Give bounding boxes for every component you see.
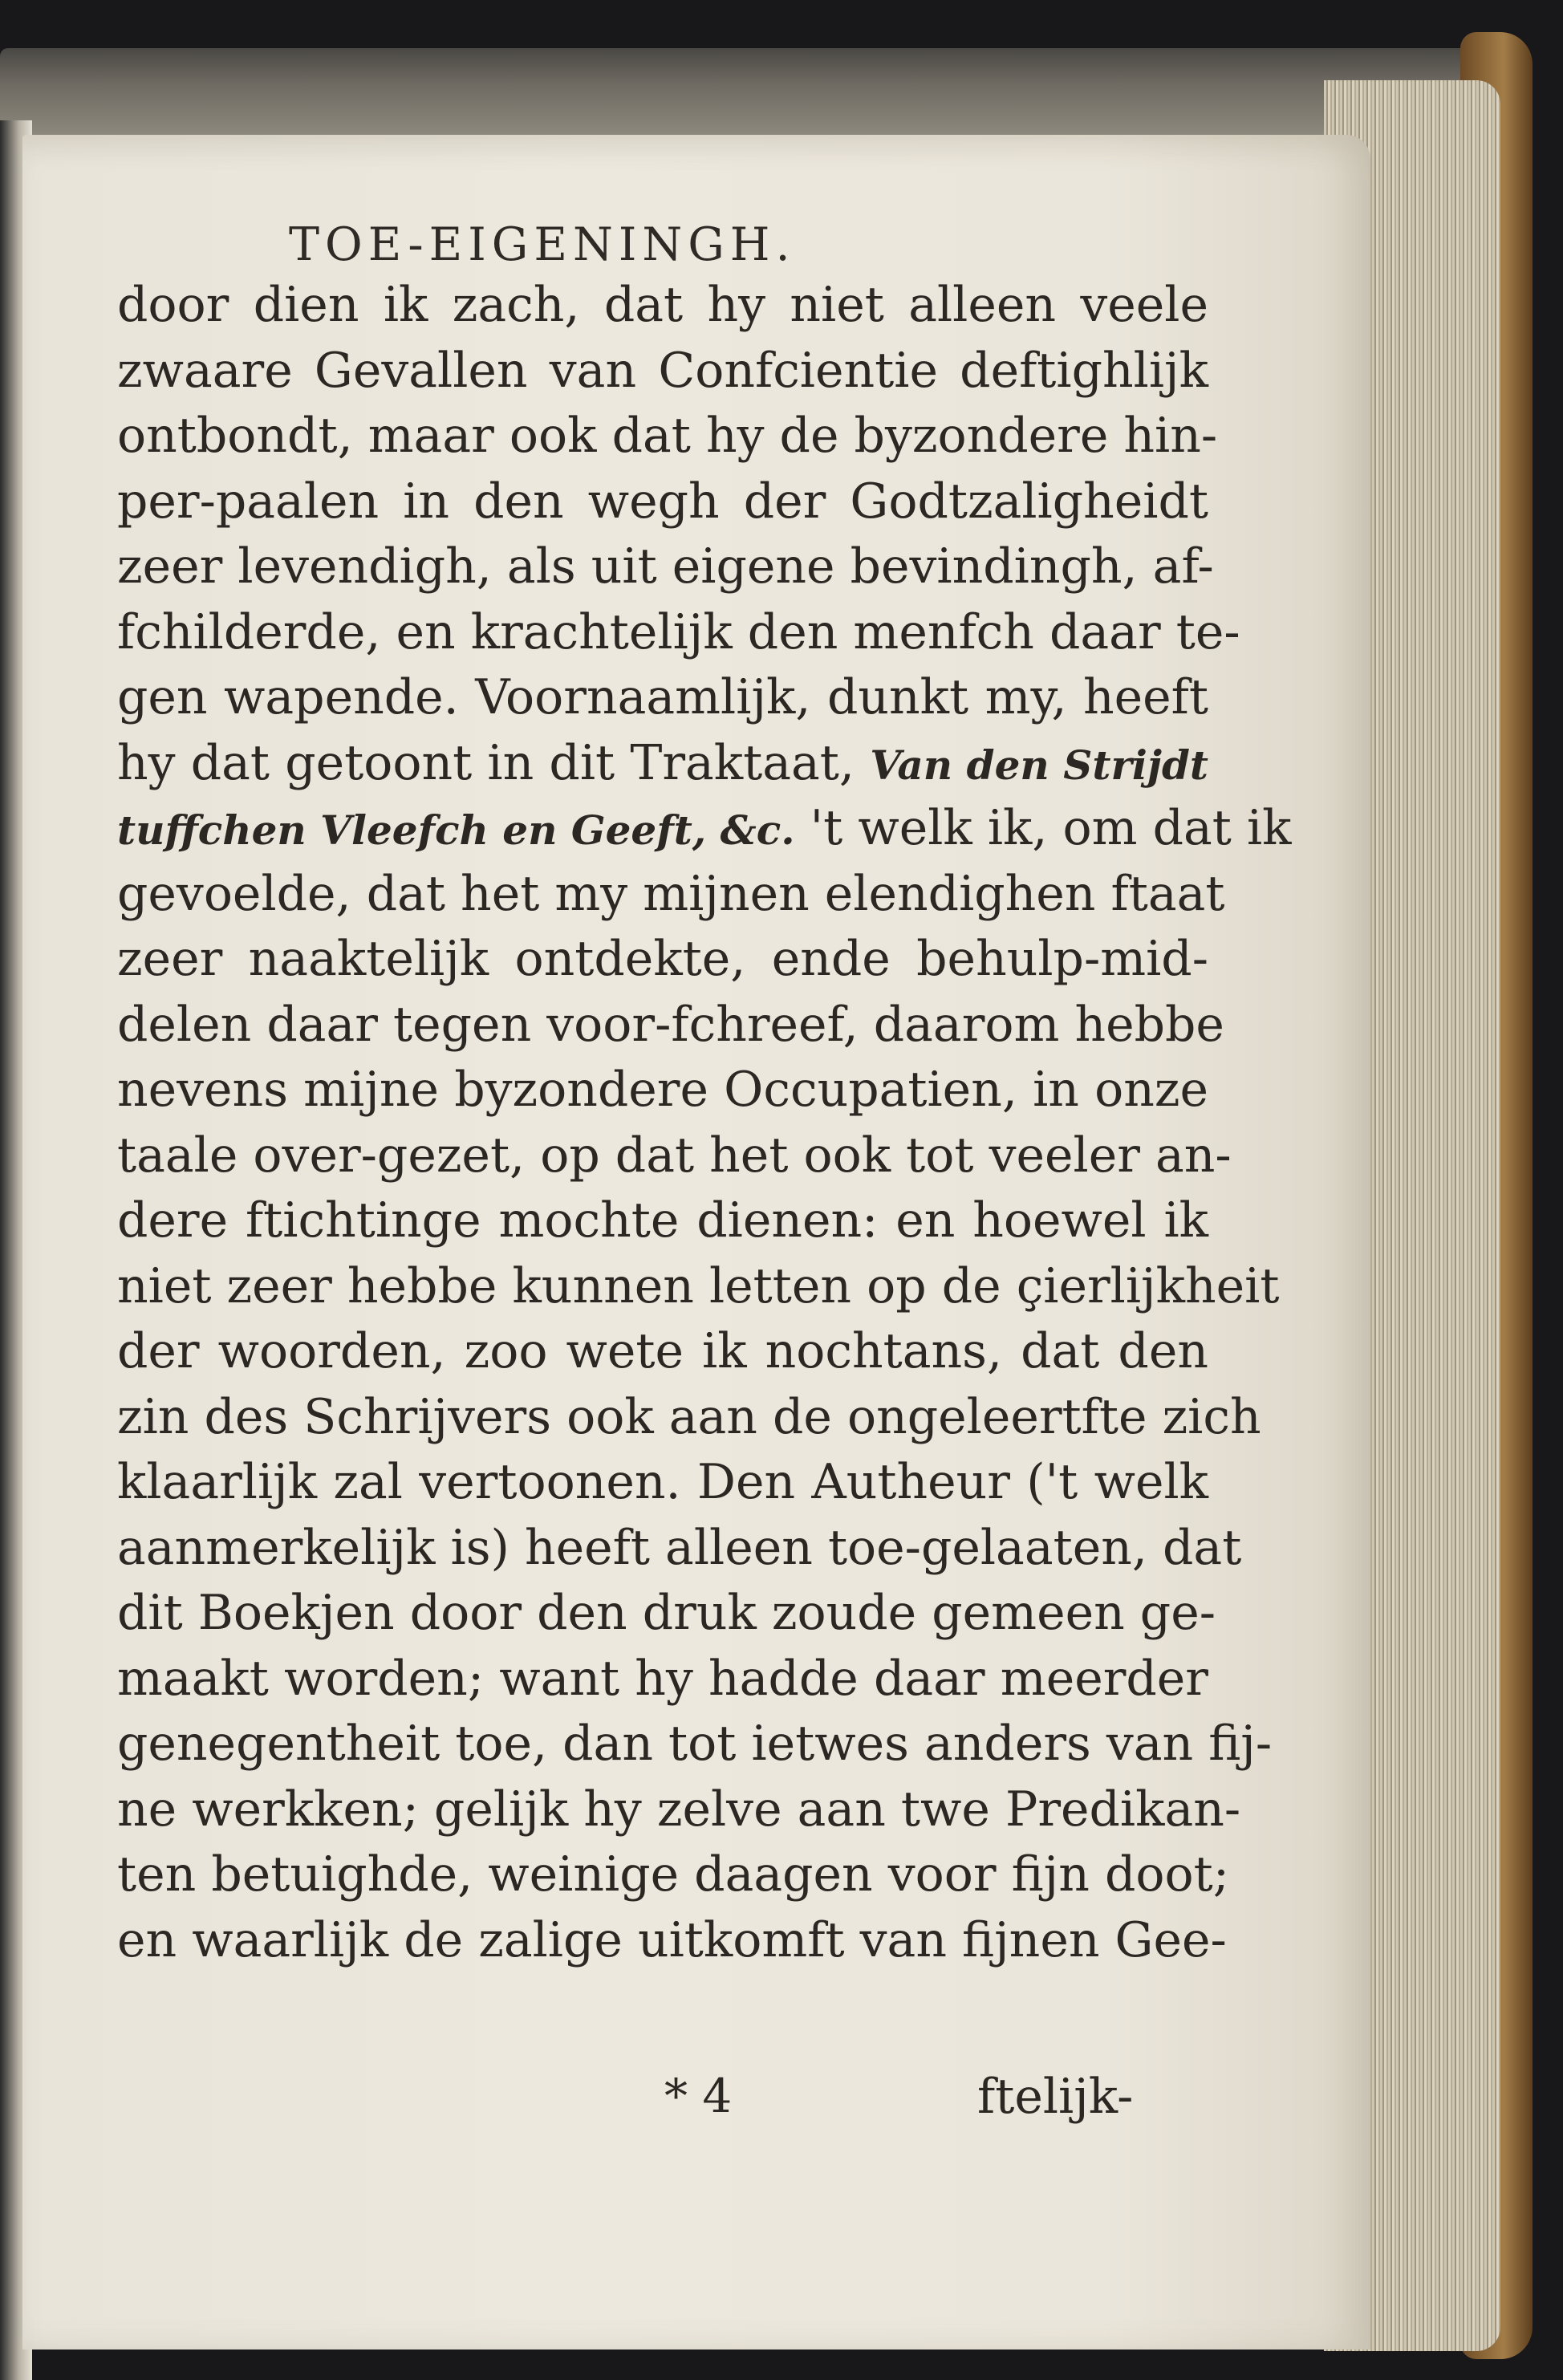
line-text: ne werkken; gelijk hy zelve aan twe Predikan- bbox=[117, 1781, 1241, 1838]
text-line bbox=[117, 731, 1208, 797]
italic-title: Van den Strijdt bbox=[870, 741, 1208, 789]
text-line bbox=[117, 1516, 1242, 1582]
text-line bbox=[117, 469, 1208, 535]
line-text: dit Boekjen door den druk zoude gemeen ge- bbox=[117, 1585, 1216, 1641]
text-line bbox=[117, 600, 1240, 666]
line-text: zeer naaktelijk ontdekte, ende behulp-mid- bbox=[117, 931, 1208, 987]
book-page bbox=[22, 135, 1370, 2350]
text-body bbox=[117, 273, 1292, 1973]
line-text: dere ftichtinge mochte dienen: en hoewel ik bbox=[117, 1192, 1208, 1249]
text-line bbox=[117, 1777, 1241, 1843]
text-line bbox=[117, 665, 1208, 731]
line-text: hy dat getoont in dit Traktaat, bbox=[117, 734, 871, 791]
line-text: taale over-gezet, op dat het ook tot veeler an- bbox=[117, 1127, 1232, 1184]
line-text: door dien ik zach, dat hy niet alleen veele bbox=[117, 277, 1208, 333]
text-line bbox=[117, 1123, 1232, 1189]
signature-mark: * 4 bbox=[664, 2069, 733, 2123]
line-text: 't welk ik, om dat ik bbox=[794, 800, 1292, 856]
line-text: nevens mijne byzondere Occupatien, in onze bbox=[117, 1062, 1208, 1118]
line-text: zwaare Gevallen van Confcientie deftighlijk bbox=[117, 342, 1208, 399]
text-line bbox=[117, 862, 1225, 928]
text-line bbox=[117, 1647, 1208, 1712]
line-text: delen daar tegen voor-fchreef, daarom hebbe bbox=[117, 996, 1224, 1053]
line-text: zin des Schrijvers ook aan de ongeleertfte zich bbox=[117, 1388, 1261, 1445]
book-cover-top bbox=[0, 48, 1492, 136]
text-line bbox=[117, 1908, 1227, 1974]
text-line bbox=[117, 1254, 1280, 1320]
line-text: der woorden, zoo wete ik nochtans, dat den bbox=[117, 1323, 1208, 1379]
line-text: klaarlijk zal vertoonen. Den Autheur ('t welk bbox=[117, 1454, 1208, 1510]
text-line bbox=[117, 1712, 1273, 1777]
text-line bbox=[117, 1188, 1208, 1254]
text-line bbox=[117, 993, 1224, 1058]
italic-title: tuffchen Vleefch en Geeft, &c. bbox=[117, 806, 795, 854]
text-line bbox=[117, 273, 1208, 339]
line-text: fchilderde, en krachtelijk den menfch daar te- bbox=[117, 603, 1240, 660]
text-line bbox=[117, 1385, 1261, 1451]
line-text: gevoelde, dat het my mijnen elendighen ftaat bbox=[117, 865, 1225, 922]
page-footer bbox=[22, 2069, 1370, 2141]
running-head: TOE-EIGENINGH. bbox=[289, 218, 796, 271]
line-text: per-paalen in den wegh der Godtzaligheidt bbox=[117, 473, 1208, 530]
text-line bbox=[117, 1450, 1208, 1516]
line-text: gen wapende. Voornaamlijk, dunkt my, heeft bbox=[117, 669, 1208, 725]
line-text: niet zeer hebbe kunnen letten op de çierlijkheit bbox=[117, 1257, 1280, 1314]
text-line bbox=[117, 1581, 1216, 1647]
text-line bbox=[117, 796, 1292, 862]
text-line bbox=[117, 927, 1208, 993]
text-line bbox=[117, 1319, 1208, 1385]
catchword: ftelijk- bbox=[977, 2069, 1134, 2125]
line-text: aanmerkelijk is) heeft alleen toe-gelaaten, dat bbox=[117, 1519, 1242, 1576]
line-text: ten betuighde, weinige daagen voor fijn doot; bbox=[117, 1846, 1229, 1903]
line-text: en waarlijk de zalige uitkomft van fijnen Gee- bbox=[117, 1911, 1227, 1968]
text-line bbox=[117, 339, 1208, 404]
text-line bbox=[117, 1058, 1208, 1123]
text-line bbox=[117, 534, 1214, 600]
line-text: zeer levendigh, als uit eigene bevindingh, af- bbox=[117, 538, 1214, 595]
line-text: ontbondt, maar ook dat hy de byzondere hin- bbox=[117, 408, 1218, 464]
line-text: maakt worden; want hy hadde daar meerder bbox=[117, 1650, 1208, 1707]
text-line bbox=[117, 1842, 1229, 1908]
line-text: genegentheit toe, dan tot ietwes anders van fij- bbox=[117, 1716, 1273, 1772]
text-line bbox=[117, 404, 1218, 469]
